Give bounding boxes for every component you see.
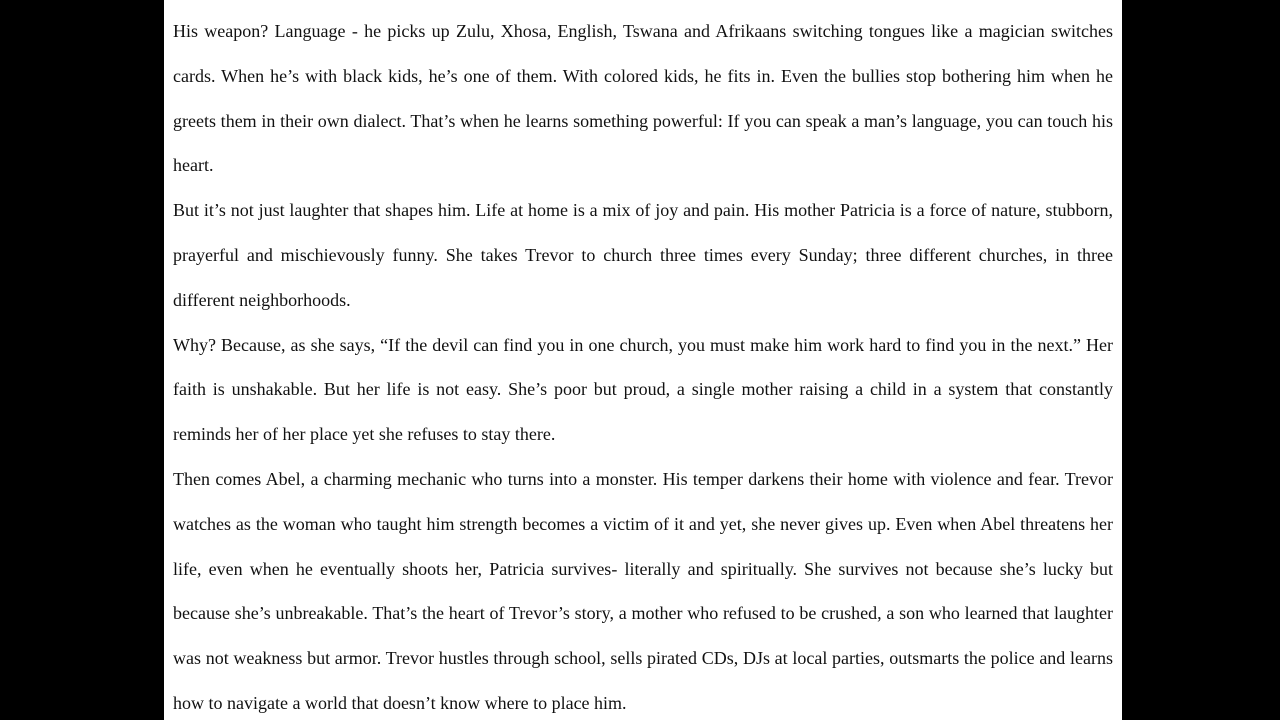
paragraph-abel: Then comes Abel, a charming mechanic who turns into a monster. His temper darkens their home with violence and fear. Trevor watches as the woman who taught him strength becomes a victim of it and yet, she never gives up. Even when Abel threatens her life, even when he eventually shoots her, Patricia survives- literally and spiritually. She survives not because she’s lucky but because she’s unbreakable. That’s the heart of Trevor’s story, a mother who refused to be crushed, a son who learned that laughter was not weakness but armor. Trevor hustles through school, sells pirated CDs, DJs at local parties, outsmarts the police and learns how to navigate a world that doesn’t know where to place him. [173,468,1113,713]
paragraph-language: His weapon? Language - he picks up Zulu, Xhosa, English, Tswana and Afrikaans switching tongues like a magician switches cards. When he’s with black kids, he’s one of them. With colored kids, he fits in. Even the bullies stop bothering him when he greets them in their own dialect. That’s when he learns something powerful: If you can speak a man’s language, you can touch his heart. [173,21,1113,176]
document-page [164,0,1122,720]
paragraph-faith: Why? Because, as she says, “If the devil can find you in one church, you must make him work hard to find you in the next.” Her faith is unshakable. But her life is not easy. She’s poor but proud, a single mother raising a child in a system that constantly reminds her of her place yet she refuses to stay there. [173,334,1113,445]
paragraph-home-life: But it’s not just laughter that shapes him. Life at home is a mix of joy and pain. His mother Patricia is a force of nature, stubborn, prayerful and mischievously funny. She takes Trevor to church three times every Sunday; three different churches, in three different neighborhoods. [173,200,1113,310]
